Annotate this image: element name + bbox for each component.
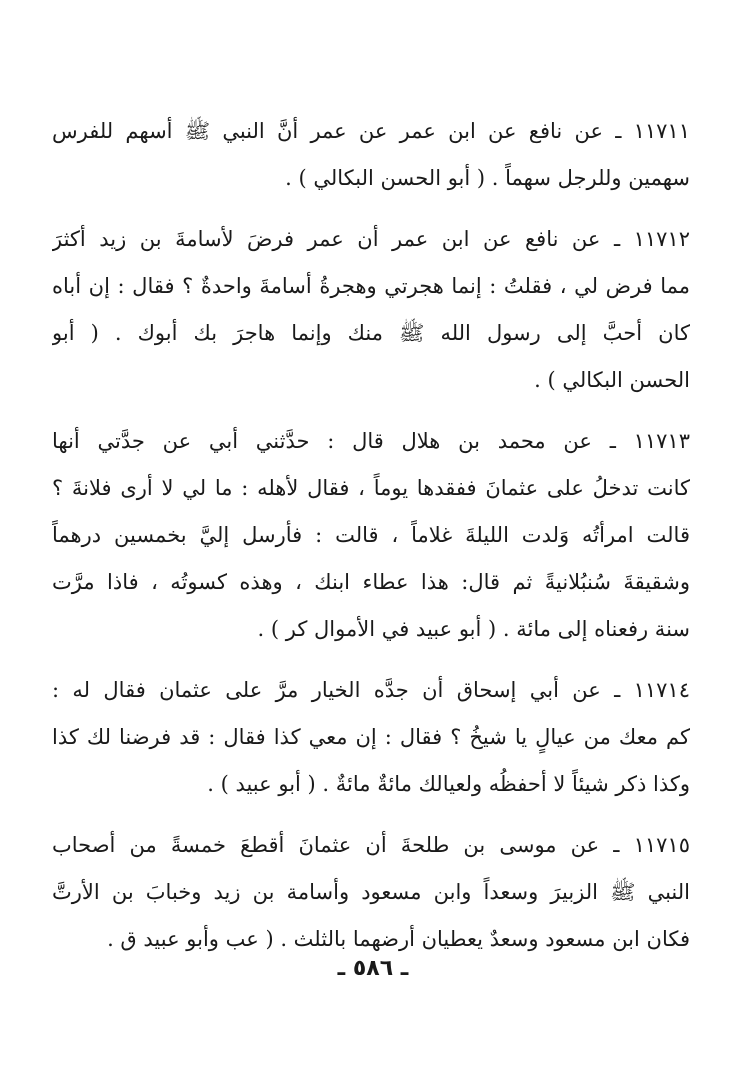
hadith-entry-11711 xyxy=(52,108,690,202)
hadith-entry-11713 xyxy=(52,418,690,653)
text-line: كم معك من عيالٍ يا شيخُ ؟ فقال : إن معي كذا فقال : قد فرضنا لك كذا xyxy=(52,725,690,749)
text-line: ١١٧١٥ ـ عن موسى بن طلحةَ أن عثمانَ أقطعَ خمسةً من أصحاب xyxy=(52,833,690,857)
text-line: وشقيقةَ سُنبُلانيةً ثم قال: هذا عطاء ابنك ، وهذه كسوتُه ، فاذا مرَّت xyxy=(52,570,690,594)
text-line: ١١٧١٢ ـ عن نافع عن ابن عمر أن عمر فرضَ لأسامةَ بن زيد أكثرَ xyxy=(52,227,690,251)
text-line: ١١٧١٣ ـ عن محمد بن هلال قال : حدَّثني أبي عن جدَّتي أنها xyxy=(52,429,690,453)
text-line: كانت تدخلُ على عثمانَ ففقدها يوماً ، فقال لأهله : ما لي لا أرى فلانةَ ؟ xyxy=(52,476,690,500)
text-line: قالت امرأتُه وَلدت الليلةَ غلاماً ، قالت : فأرسل إليَّ بخمسين درهماً xyxy=(52,523,690,547)
text-line: فكان ابن مسعود وسعدٌ يعطيان أرضهما بالثلث . ( عب وأبو عبيد ق . xyxy=(107,927,690,951)
text-line: النبي ﷺ الزبيرَ وسعداً وابن مسعود وأسامة بن زيد وخبابَ بن الأرتَّ xyxy=(52,880,690,904)
hadith-entry-11714 xyxy=(52,667,690,808)
text-line: سنة رفعناه إلى مائة . ( أبو عبيد في الأموال كر ) . xyxy=(257,617,690,641)
text-line: ١١٧١١ ـ عن نافع عن ابن عمر عن عمر أنَّ النبي ﷺ أسهم للفرس xyxy=(52,119,690,143)
text-line: ١١٧١٤ ـ عن أبي إسحاق أن جدَّه الخيار مرَّ على عثمان فقال له : xyxy=(52,678,690,702)
page-number: ـ ٥٨٦ ـ xyxy=(337,956,409,981)
text-line: وكذا ذكر شيئاً لا أحفظُه ولعيالك مائةٌ مائةٌ . ( أبو عبيد ) . xyxy=(207,772,690,796)
hadith-entry-11712 xyxy=(52,216,690,404)
text-line: كان أحبَّ إلى رسول الله ﷺ منك وإنما هاجرَ بك أبوك . ( أبو xyxy=(52,321,690,345)
text-line: الحسن البكالي ) . xyxy=(534,368,690,392)
text-line: سهمين وللرجل سهماً . ( أبو الحسن البكالي ) . xyxy=(285,166,690,190)
page-body xyxy=(52,108,690,977)
text-line: مما فرض لي ، فقلتُ : إنما هجرتي وهجرةُ أسامةَ واحدةٌ ؟ فقال : إن أباه xyxy=(52,274,690,298)
hadith-entry-11715 xyxy=(52,822,690,963)
